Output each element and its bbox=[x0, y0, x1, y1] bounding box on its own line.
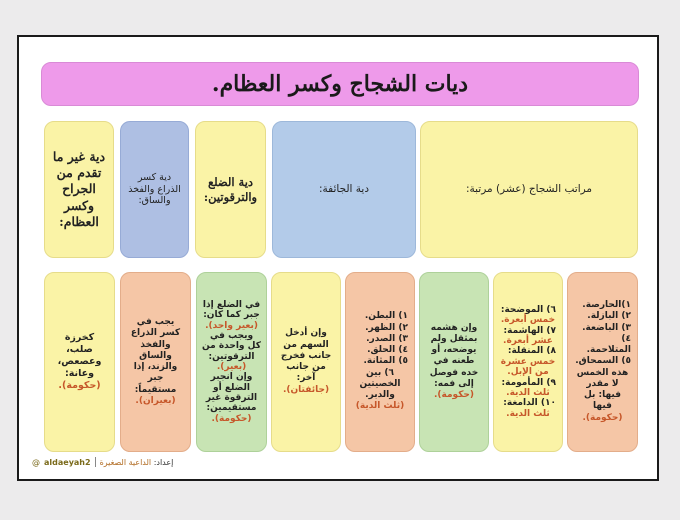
list-item: هذه الخمس لا مقدر فيها: بل فيها bbox=[576, 367, 629, 412]
header-shijaj bbox=[420, 121, 638, 258]
note-text: (حكومة). bbox=[211, 413, 252, 424]
note-text: (بعيران). bbox=[135, 395, 176, 406]
footer-divider bbox=[95, 457, 96, 467]
note-text: (حكومة). bbox=[58, 379, 101, 391]
list-item: ١٠) الدامغة: bbox=[503, 398, 556, 409]
note-text: ثلث الدية. bbox=[506, 408, 550, 419]
note-text: خمس أبعرة. bbox=[500, 315, 556, 326]
note-text: خمس عشرة من الإبل. bbox=[500, 356, 556, 378]
list-item: ٩) المأمومة: bbox=[501, 377, 556, 388]
shijaj-list-2 bbox=[493, 272, 563, 452]
body-text: وإن انجبر الضلع أو الترقوة غير مستقيمين: bbox=[205, 372, 258, 414]
shijaj-hashm bbox=[419, 272, 489, 452]
header-shijaj-text: مراتب الشجاج (عشر) مرتبة: bbox=[465, 182, 593, 195]
at-icon: @ bbox=[32, 457, 40, 467]
footer bbox=[32, 455, 173, 469]
note-text: (بعير واحد). bbox=[205, 320, 258, 331]
header-kasr bbox=[120, 121, 189, 258]
list-item: ١)الحارصة. bbox=[582, 300, 631, 311]
note-text: (ثلث الدية) bbox=[355, 401, 405, 412]
list-item: ٣) الصدر. bbox=[366, 333, 408, 344]
note-text: (حكومة). bbox=[582, 412, 623, 423]
jaifa-sahm bbox=[271, 272, 341, 452]
note-text: (بعير). bbox=[216, 362, 247, 372]
note-text: عشر أبعرة. bbox=[503, 336, 553, 347]
dil-body bbox=[196, 272, 267, 452]
header-ghair bbox=[44, 121, 114, 258]
body-text: كخرزة صلب، وعصعص، وعانة: bbox=[57, 332, 102, 379]
list-item: ٦) الموضحة: bbox=[500, 305, 556, 316]
list-item: ١) البطن. bbox=[364, 311, 408, 322]
list-item: ٣) الباضعة. bbox=[582, 322, 631, 333]
kasr-body bbox=[120, 272, 191, 452]
body-text: يجب في كسر الذراع والفخذ والساق والزند، إذا جبر مستقيماً: bbox=[130, 317, 181, 395]
body-text: وإن أدخل السهم من جانب فخرج من جانب آخر: bbox=[280, 328, 332, 384]
body-text: ويجب في كل واحدة من الترقوتين: bbox=[202, 330, 261, 362]
list-item: ٤) الحلق. bbox=[367, 345, 408, 356]
header-jaifa-text: دية الجائفة: bbox=[318, 182, 370, 195]
header-jaifa bbox=[272, 121, 416, 258]
note-text: (جائفتان). bbox=[282, 384, 330, 395]
header-kasr-text: دية كسر الذراع والفخذ والساق: bbox=[128, 171, 181, 207]
list-item: ٨) المنقلة: bbox=[507, 346, 556, 357]
footer-handle: aldaeyah2 bbox=[44, 457, 91, 467]
list-item: ٧) الهاشمة: bbox=[503, 325, 556, 336]
header-ghair-text: دية غير ما تقدم من الجراح وكسر العظام: bbox=[52, 148, 106, 229]
list-item: ٢) الظهر. bbox=[365, 322, 408, 333]
body-text: في الضلع إذا جبر كما كان: bbox=[202, 299, 261, 321]
list-item: ٢) البازلة. bbox=[587, 311, 631, 322]
shijaj-list-1 bbox=[567, 272, 638, 452]
list-item: ٤) المتلاحمة. bbox=[586, 333, 631, 356]
page-title: ديات الشجاج وكسر العظام. bbox=[41, 62, 639, 106]
footer-credit-label: إعداد: bbox=[153, 457, 174, 467]
list-item: ٥) المثانة. bbox=[363, 356, 408, 367]
header-dil-text: دية الضلع والترقوتين: bbox=[203, 174, 258, 204]
footer-credit-name: الداعية الصغيرة bbox=[99, 457, 152, 467]
footer-credit bbox=[100, 458, 174, 467]
note-text: ثلث الدية. bbox=[506, 387, 550, 398]
ghair-body bbox=[44, 272, 115, 452]
list-item: ٥) السمحاق. bbox=[575, 356, 631, 367]
list-item: ٦) بين الخصيتين والدبر. bbox=[359, 367, 401, 401]
note-text: (حكومة). bbox=[433, 390, 475, 401]
header-dil bbox=[195, 121, 266, 258]
jaifa-list bbox=[345, 272, 415, 452]
body-text: وإن هشمه بمثقل ولم يوضحه، أو طعنه في خده فوصل إلى فمه: bbox=[429, 322, 479, 389]
